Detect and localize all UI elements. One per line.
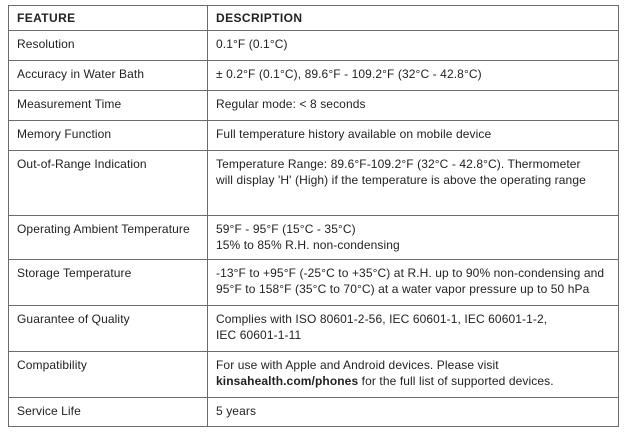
- table-row: [9, 216, 619, 260]
- table-row: [9, 260, 619, 306]
- description-cell: ± 0.2°F (0.1°C), 89.6°F - 109.2°F (32°C - 42.8°C): [208, 61, 619, 91]
- feature-cell: Compatibility: [9, 352, 208, 398]
- compatibility-link[interactable]: kinsahealth.com/phones: [216, 374, 359, 388]
- specifications-table: [8, 5, 619, 427]
- table-row: [9, 61, 619, 91]
- table-row: [9, 121, 619, 151]
- table-row: [9, 151, 619, 216]
- feature-cell: Resolution: [9, 31, 208, 61]
- feature-cell: Accuracy in Water Bath: [9, 61, 208, 91]
- description-cell: Full temperature history available on mobile device: [208, 121, 619, 151]
- description-cell: Complies with ISO 80601-2-56, IEC 60601-1, IEC 60601-1-2, IEC 60601-1-11: [208, 306, 619, 352]
- description-cell: For use with Apple and Android devices. Please visit kinsahealth.com/phones for the full list of supported devices.: [208, 352, 619, 398]
- feature-cell: Storage Temperature: [9, 260, 208, 306]
- table-row: [9, 31, 619, 61]
- feature-cell: Guarantee of Quality: [9, 306, 208, 352]
- feature-cell: Memory Function: [9, 121, 208, 151]
- description-cell: -13°F to +95°F (-25°C to +35°C) at R.H. up to 90% non-condensing and 95°F to 158°F (35°C to 70°C) at a water vapor pressure up to 50 hPa: [208, 260, 619, 306]
- feature-cell: Measurement Time: [9, 91, 208, 121]
- table-row: [9, 91, 619, 121]
- description-cell: Temperature Range: 89.6°F-109.2°F (32°C - 42.8°C). Thermometer will display 'H' (High) if the temperature is above the operating range: [208, 151, 619, 216]
- description-cell: 5 years: [208, 398, 619, 427]
- feature-cell: Service Life: [9, 398, 208, 427]
- table-row: [9, 398, 619, 427]
- description-cell: 0.1°F (0.1°C): [208, 31, 619, 61]
- table-row: [9, 306, 619, 352]
- table-row: [9, 352, 619, 398]
- description-cell: 59°F - 95°F (15°C - 35°C) 15% to 85% R.H. non-condensing: [208, 216, 619, 260]
- table-header-row: [9, 6, 619, 31]
- feature-cell: Out-of-Range Indication: [9, 151, 208, 216]
- column-header-description: DESCRIPTION: [208, 6, 619, 31]
- column-header-feature: FEATURE: [9, 6, 208, 31]
- feature-cell: Operating Ambient Temperature: [9, 216, 208, 260]
- description-cell: Regular mode: < 8 seconds: [208, 91, 619, 121]
